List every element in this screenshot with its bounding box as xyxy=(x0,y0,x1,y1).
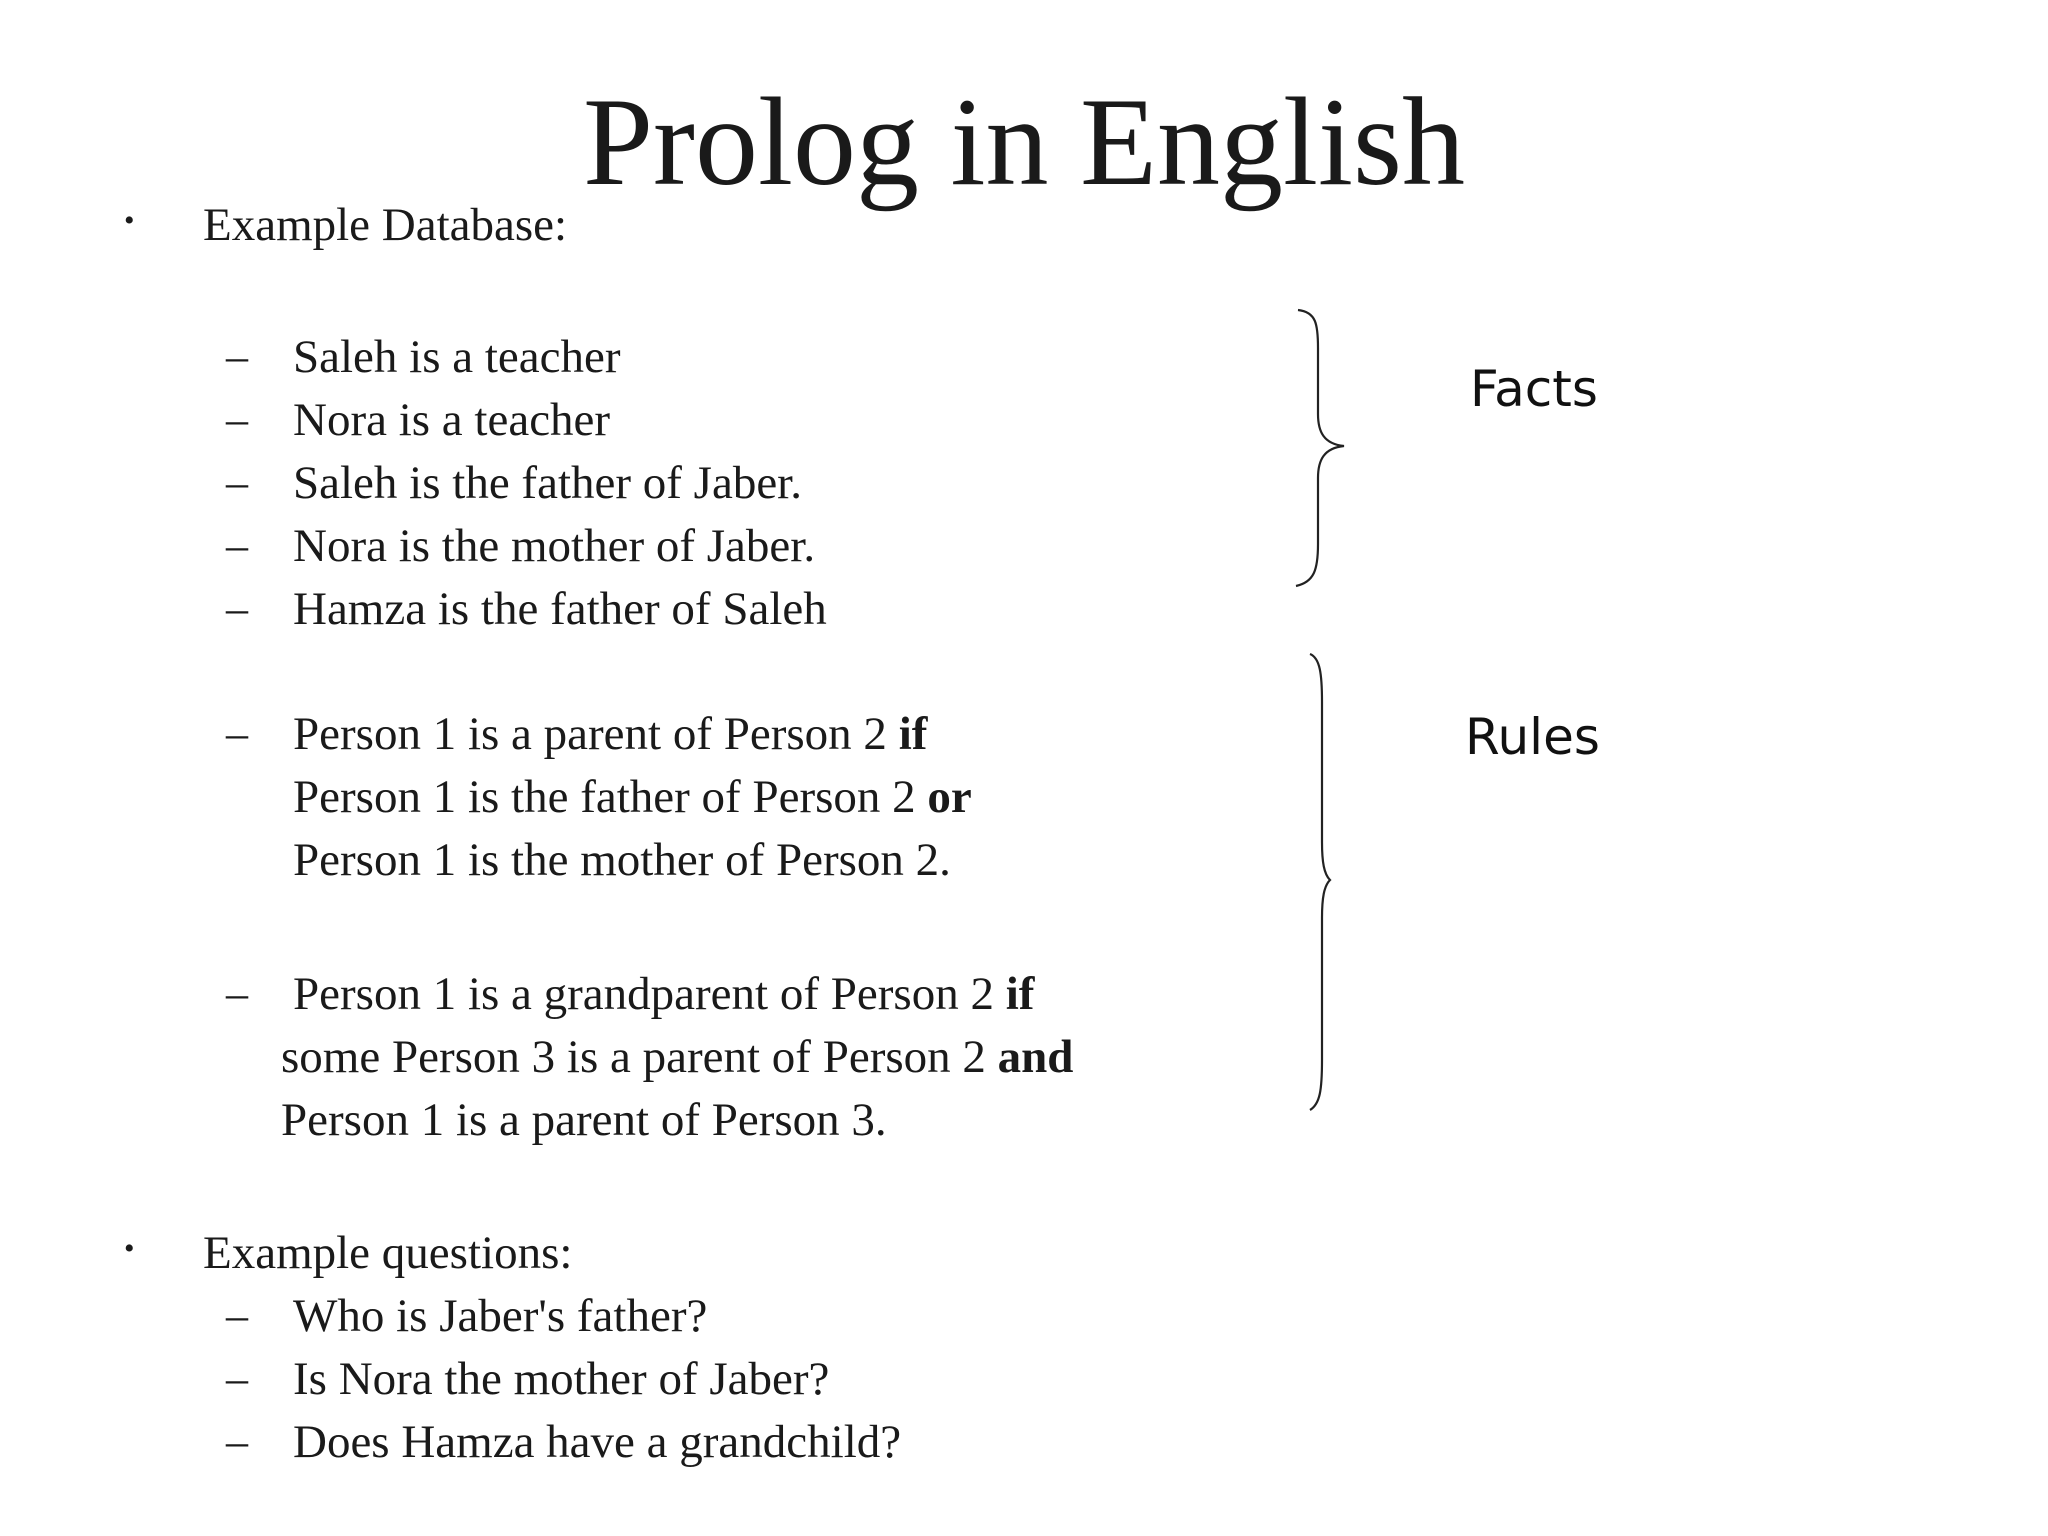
slide-title: Prolog in English xyxy=(582,73,1466,212)
dash-icon: – xyxy=(226,584,248,633)
rule-text: Person 1 is a parent of Person 2 xyxy=(293,708,899,760)
rule-line xyxy=(281,1089,887,1151)
rule-text: Person 1 is the mother of Person 2. xyxy=(293,834,951,886)
question-item: Who is Jaber's father? xyxy=(293,1290,708,1342)
rule-keyword: and xyxy=(997,1031,1074,1083)
rule-keyword: or xyxy=(927,771,972,823)
fact-item: Saleh is the father of Jaber. xyxy=(293,457,802,509)
section-heading-database: Example Database: xyxy=(203,199,568,251)
rule-line xyxy=(293,703,927,765)
question-item: Does Hamza have a grandchild? xyxy=(293,1416,902,1468)
fact-item: Nora is the mother of Jaber. xyxy=(293,520,816,572)
rules-brace-icon xyxy=(1304,652,1354,1112)
facts-brace-icon xyxy=(1290,308,1350,588)
dash-icon: – xyxy=(226,332,248,381)
section-heading-questions: Example questions: xyxy=(203,1227,573,1279)
bullet-icon: • xyxy=(124,1232,135,1265)
fact-item: Hamza is the father of Saleh xyxy=(293,583,827,635)
facts-label: Facts xyxy=(1470,360,1598,418)
rule-keyword: if xyxy=(1005,968,1035,1020)
rule-line xyxy=(293,963,1034,1025)
rule-line xyxy=(293,829,951,891)
dash-icon: – xyxy=(226,395,248,444)
rule-text: Person 1 is a parent of Person 3. xyxy=(281,1094,887,1146)
rule-text: some Person 3 is a parent of Person 2 xyxy=(281,1031,998,1083)
rule-text: Person 1 is the father of Person 2 xyxy=(293,771,928,823)
dash-icon: – xyxy=(226,458,248,507)
fact-item: Saleh is a teacher xyxy=(293,331,621,383)
dash-icon: – xyxy=(226,1417,248,1466)
dash-icon: – xyxy=(226,709,248,758)
dash-icon: – xyxy=(226,1291,248,1340)
rule-keyword: if xyxy=(898,708,928,760)
rule-text: Person 1 is a grandparent of Person 2 xyxy=(293,968,1006,1020)
rule-line xyxy=(293,766,972,828)
dash-icon: – xyxy=(226,969,248,1018)
fact-item: Nora is a teacher xyxy=(293,394,611,446)
question-item: Is Nora the mother of Jaber? xyxy=(293,1353,830,1405)
dash-icon: – xyxy=(226,1354,248,1403)
dash-icon: – xyxy=(226,521,248,570)
rules-label: Rules xyxy=(1465,708,1600,766)
rule-line xyxy=(281,1026,1073,1088)
bullet-icon: • xyxy=(124,204,135,237)
